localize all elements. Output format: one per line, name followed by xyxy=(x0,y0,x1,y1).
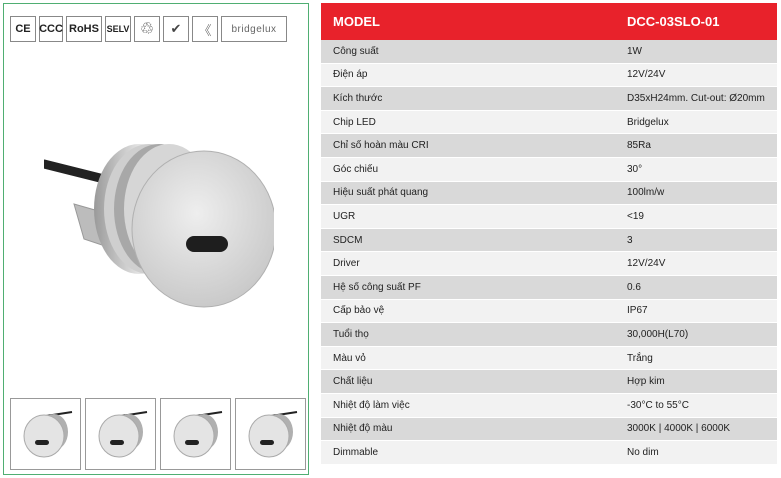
spec-row xyxy=(321,417,777,441)
spec-key: Kích thước xyxy=(321,87,615,111)
spec-key: Driver xyxy=(321,252,615,276)
spec-key: UGR xyxy=(321,205,615,229)
spec-value: 3 xyxy=(615,228,777,252)
spec-key: Góc chiếu xyxy=(321,157,615,181)
thumbnail-3[interactable] xyxy=(160,398,231,470)
spec-row xyxy=(321,370,777,394)
spec-header-row xyxy=(321,3,777,40)
thumbnail-4-image xyxy=(241,404,301,464)
spec-key: Công suất xyxy=(321,40,615,63)
thumbnail-4[interactable] xyxy=(235,398,306,470)
spec-row xyxy=(321,228,777,252)
certification-row xyxy=(10,16,287,42)
spec-key: Chip LED xyxy=(321,110,615,134)
thumbnail-2[interactable] xyxy=(85,398,156,470)
spec-key: Chỉ số hoàn màu CRI xyxy=(321,134,615,158)
spec-row xyxy=(321,323,777,347)
spec-row xyxy=(321,87,777,111)
thumbnail-2-image xyxy=(91,404,151,464)
thumbnail-strip xyxy=(10,398,306,470)
spec-row xyxy=(321,63,777,87)
thumbnail-1[interactable] xyxy=(10,398,81,470)
spec-key: Tuổi thọ xyxy=(321,323,615,347)
spec-value: No dim xyxy=(615,441,777,465)
spec-value: Hợp kim xyxy=(615,370,777,394)
spec-table xyxy=(321,3,777,465)
spec-row xyxy=(321,393,777,417)
spec-row xyxy=(321,275,777,299)
spec-value: 12V/24V xyxy=(615,63,777,87)
spec-value: <19 xyxy=(615,205,777,229)
spec-row xyxy=(321,157,777,181)
recycle-mark-icon: ♲ xyxy=(134,16,160,42)
spec-value: Trắng xyxy=(615,346,777,370)
rcm-mark-icon: ✔ xyxy=(163,16,189,42)
spec-key: Cấp bảo vệ xyxy=(321,299,615,323)
spec-row xyxy=(321,110,777,134)
spec-row xyxy=(321,346,777,370)
spec-value: -30°C to 55°C xyxy=(615,393,777,417)
product-gallery xyxy=(3,3,309,475)
selv-mark-icon: SELV xyxy=(105,16,131,42)
spec-value: 0.6 xyxy=(615,275,777,299)
spec-value: 85Ra xyxy=(615,134,777,158)
bridgelux-logo: bridgelux xyxy=(221,16,287,42)
spec-key: Hiệu suất phát quang xyxy=(321,181,615,205)
spec-value: 1W xyxy=(615,40,777,63)
ce-mark-icon: CE xyxy=(10,16,36,42)
thumbnail-3-image xyxy=(166,404,226,464)
spec-key: Nhiệt độ làm việc xyxy=(321,393,615,417)
ukca-mark-icon: 《 xyxy=(192,16,218,42)
spec-value: IP67 xyxy=(615,299,777,323)
spec-row xyxy=(321,441,777,465)
thumbnail-1-image xyxy=(16,404,76,464)
spec-value: 12V/24V xyxy=(615,252,777,276)
spec-key: Điện áp xyxy=(321,63,615,87)
spec-value: 30° xyxy=(615,157,777,181)
spec-row xyxy=(321,299,777,323)
spec-value: D35xH24mm. Cut-out: Ø20mm xyxy=(615,87,777,111)
ccc-mark-icon: CCC xyxy=(39,16,63,42)
spec-key: Hệ số công suất PF xyxy=(321,275,615,299)
spec-row xyxy=(321,205,777,229)
header-model-value: DCC-03SLO-01 xyxy=(615,3,777,40)
spec-key: Dimmable xyxy=(321,441,615,465)
spec-value: 30,000H(L70) xyxy=(615,323,777,347)
spec-row xyxy=(321,134,777,158)
spec-row xyxy=(321,40,777,63)
rohs-mark-icon: RoHS xyxy=(66,16,102,42)
spec-key: Chất liệu xyxy=(321,370,615,394)
spec-value: 100lm/w xyxy=(615,181,777,205)
spec-row xyxy=(321,181,777,205)
spec-key: SDCM xyxy=(321,228,615,252)
header-key: MODEL xyxy=(321,3,615,40)
spec-key: Màu vỏ xyxy=(321,346,615,370)
product-image[interactable] xyxy=(44,124,274,314)
spec-value: Bridgelux xyxy=(615,110,777,134)
spec-row xyxy=(321,252,777,276)
spec-value: 3000K | 4000K | 6000K xyxy=(615,417,777,441)
spec-key: Nhiệt độ màu xyxy=(321,417,615,441)
